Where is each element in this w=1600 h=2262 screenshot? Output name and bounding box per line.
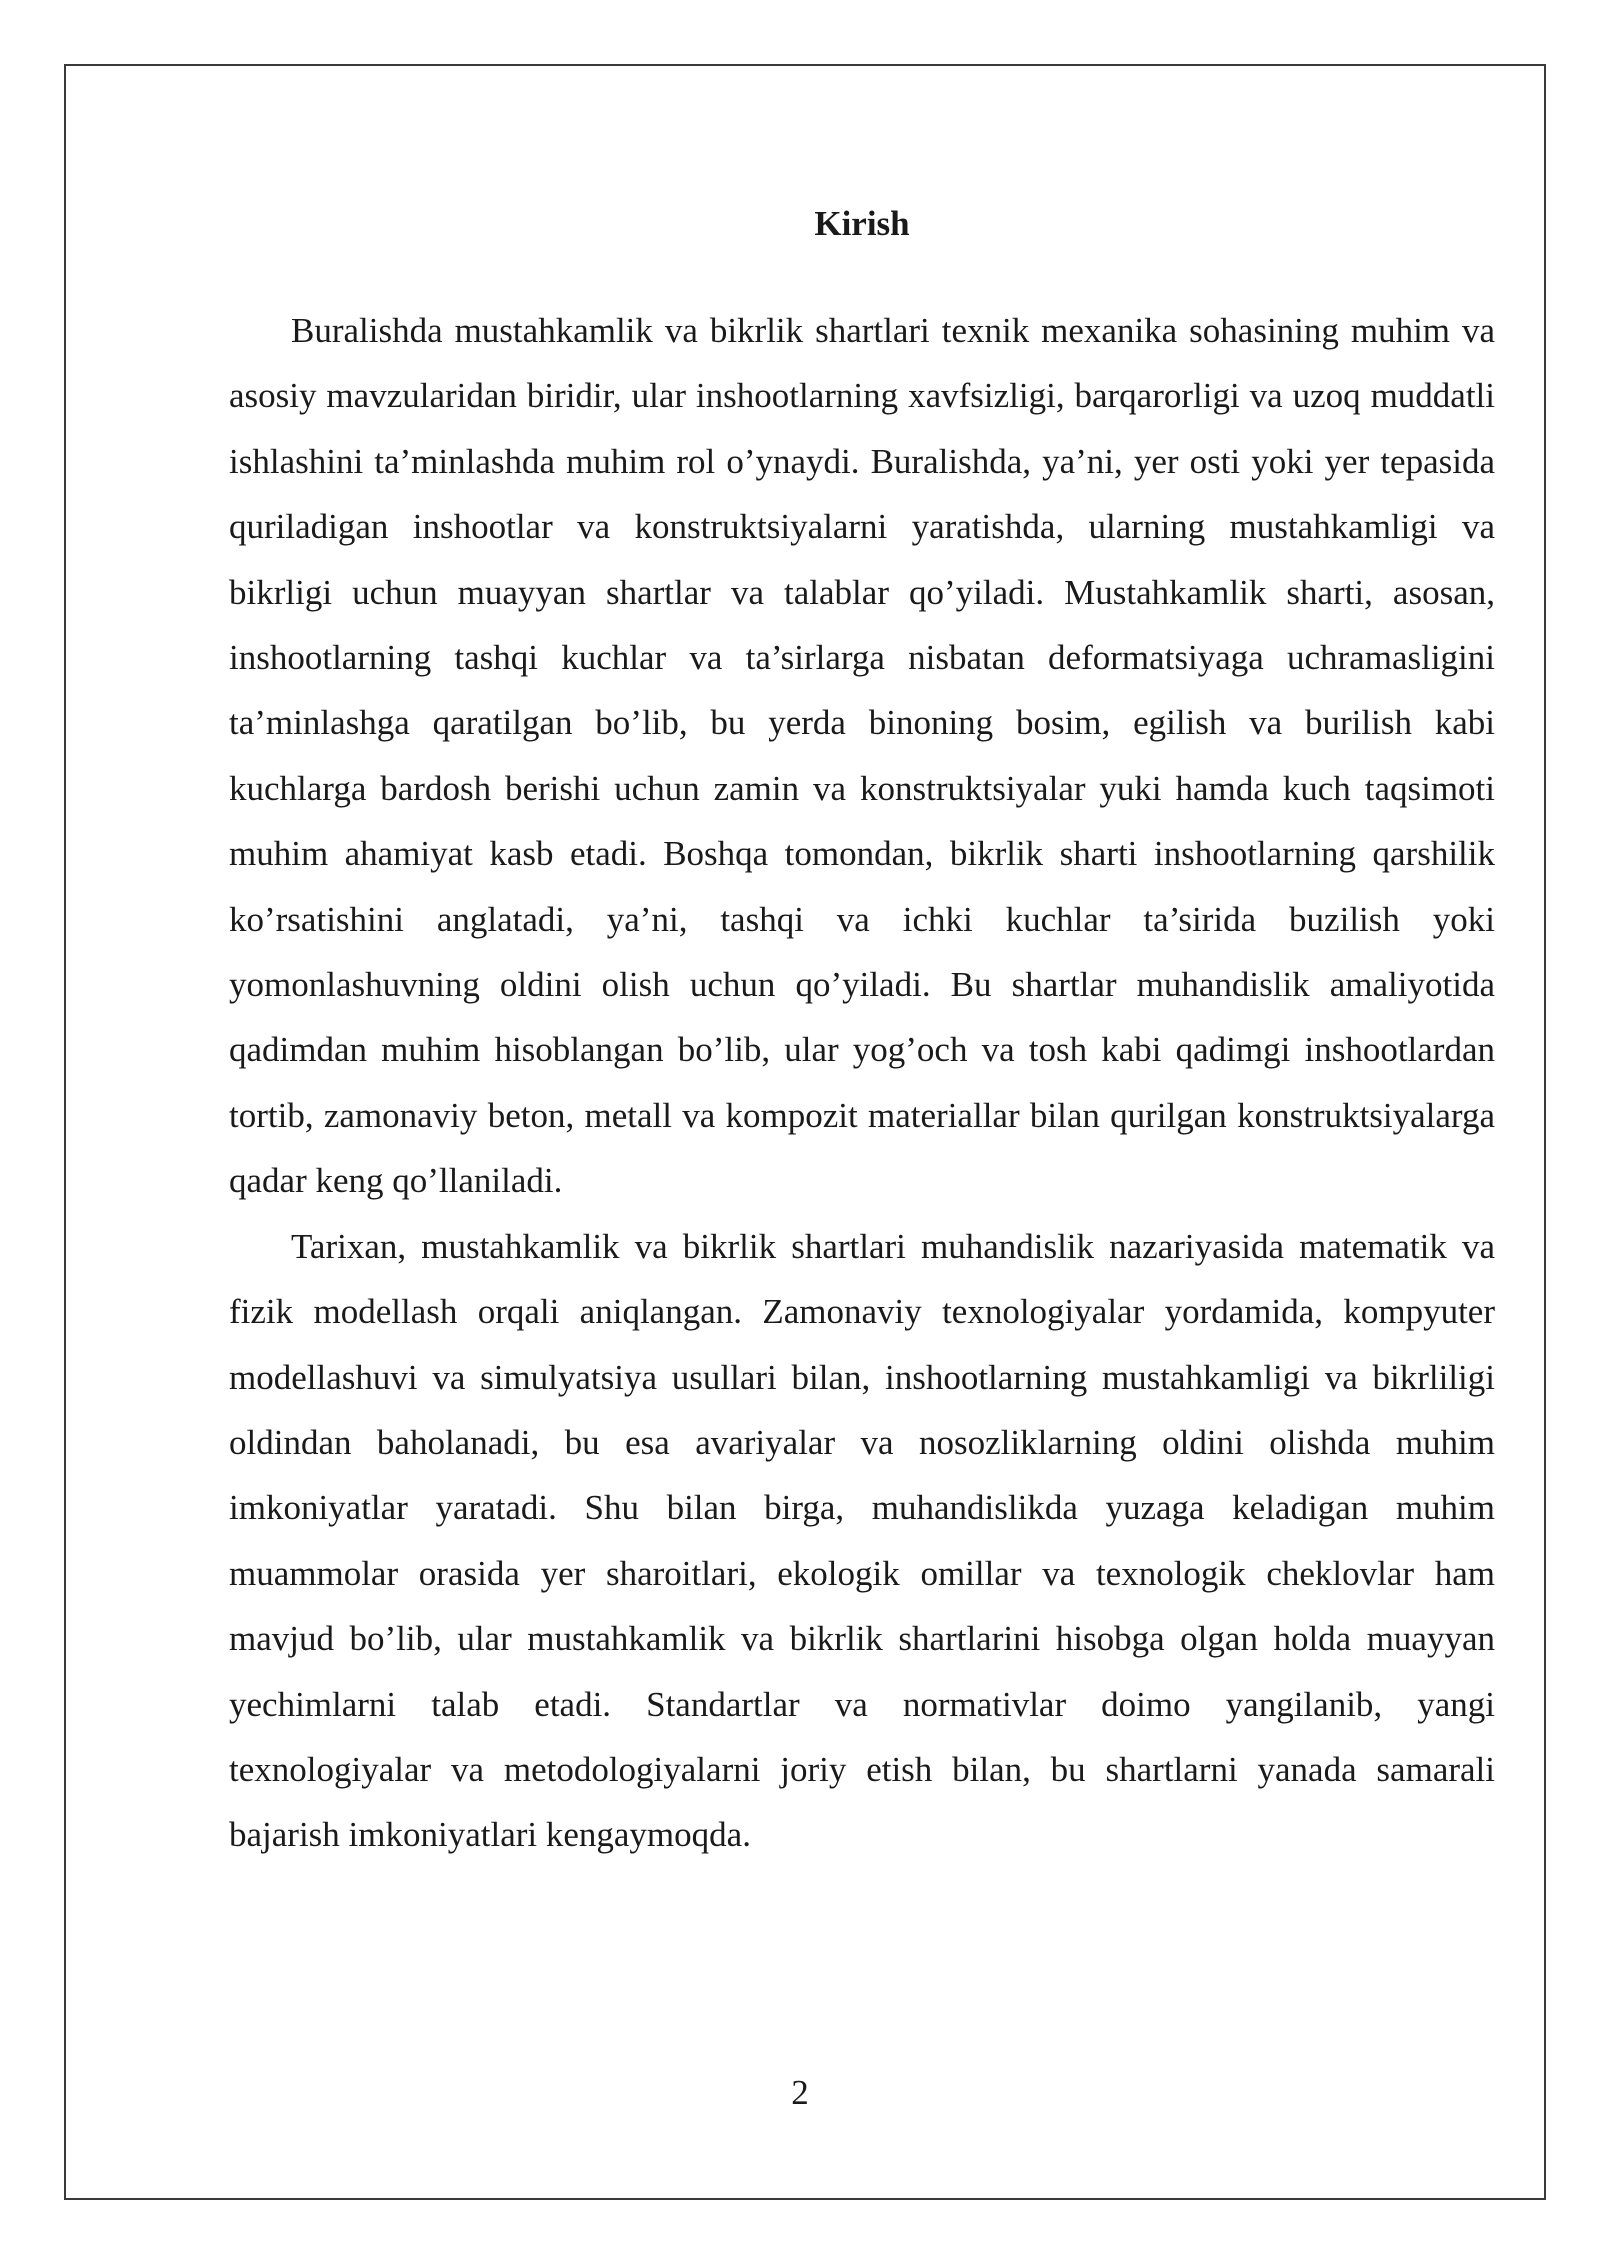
page-content (229, 198, 1495, 1868)
paragraph-2: Tarixan, mustahkamlik va bikrlik shartlari muhandislik nazariyasida matematik va fizik modellash orqali aniqlangan. Zamonaviy texnologiyalar yordamida, kompyuter modellashuvi va simulyatsiya usullari bilan, inshootlarning mustahkamligi va bikrliligi oldindan baholanadi, bu esa avariyalar va nosozliklarning oldini olishda muhim imkoniyatlar yaratadi. Shu bilan birga, muhandislikda yuzaga keladigan muhim muammolar orasida yer sharoitlari, ekologik omillar va texnologik cheklovlar ham mavjud bo’lib, ular mustahkamlik va bikrlik shartlarini hisobga olgan holda muayyan yechimlarni talab etadi. Standartlar va normativlar doimo yangilanib, yangi texnologiyalar va metodologiyalarni joriy etish bilan, bu shartlarni yanada samarali bajarish imkoniyatlari kengaymoqda. (229, 1226, 1495, 1855)
paragraph-1: Buralishda mustahkamlik va bikrlik shartlari texnik mexanika sohasining muhim va asosiy mavzularidan biridir, ular inshootlarning xavfsizligi, barqarorligi va uzoq muddatli ishlashini ta’minlashda muhim rol o’ynaydi. Buralishda, ya’ni, yer osti yoki yer tepasida quriladigan inshootlar va konstruktsiyalarni yaratishda, ularning mustahkamligi va bikrligi uchun muayyan shartlar va talablar qo’yiladi. Mustahkamlik sharti, asosan, inshootlarning tashqi kuchlar va ta’sirlarga nisbatan deformatsiyaga uchramasligini ta’minlashga qaratilgan bo’lib, bu yerda binoning bosim, egilish va burilish kabi kuchlarga bardosh berishi uchun zamin va konstruktsiyalar yuki hamda kuch taqsimoti muhim ahamiyat kasb etadi. Boshqa tomondan, bikrlik sharti inshootlarning qarshilik ko’rsatishini anglatadi, ya’ni, tashqi va ichki kuchlar ta’sirida buzilish yoki yomonlashuvning oldini olish uchun qo’yiladi. Bu shartlar muhandislik amaliyotida qadimdan muhim hisoblangan bo’lib, ular yog’och va tosh kabi qadimgi inshootlardan tortib, zamonaviy beton, metall va kompozit materiallar bilan qurilgan konstruktsiyalarga qadar keng qo’llaniladi. (229, 311, 1495, 1201)
page-number: 2 (791, 2073, 809, 2112)
page-title: Kirish (814, 204, 910, 243)
